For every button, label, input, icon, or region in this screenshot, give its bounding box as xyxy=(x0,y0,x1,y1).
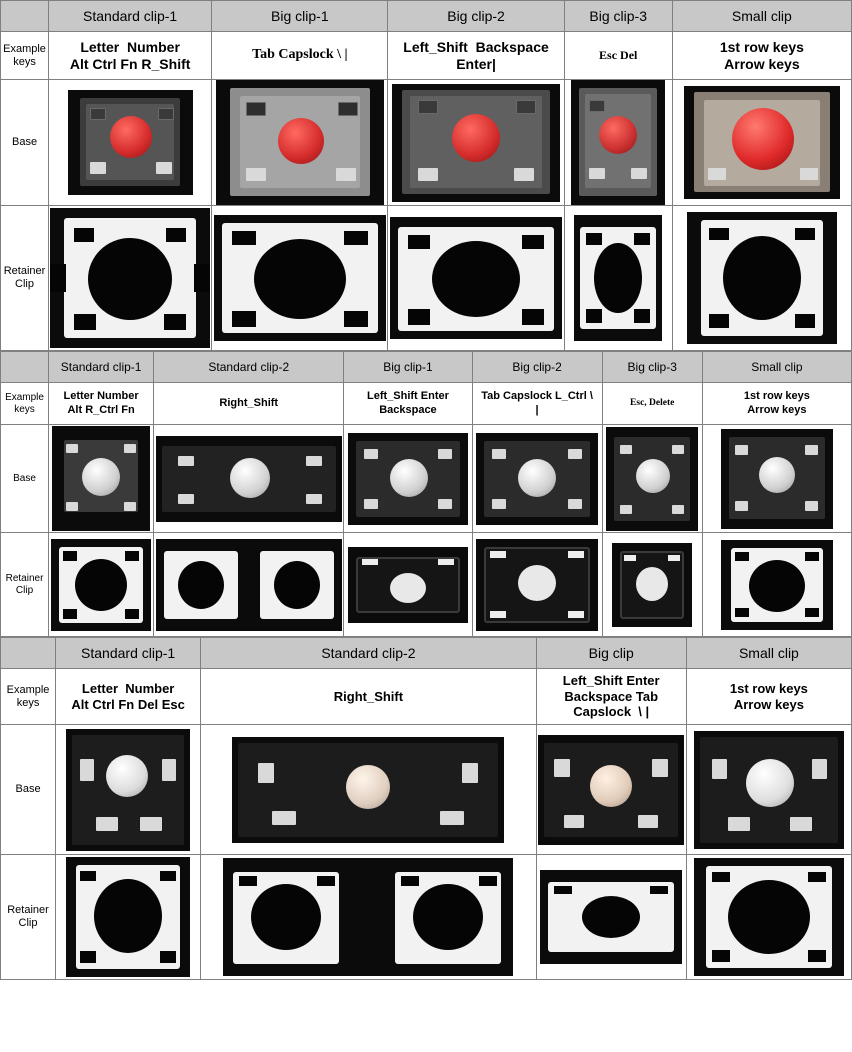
example-keys-small-clip: 1st row keys Arrow keys xyxy=(672,32,851,80)
example-keys-small-clip: 1st row keys Arrow keys xyxy=(702,383,851,425)
row-label-example-keys: Example keys xyxy=(1,32,49,80)
example-keys-standard-clip-2: Right_Shift xyxy=(154,383,344,425)
base-photo-big-clip-3 xyxy=(564,80,672,206)
retainer-photo-big-clip-2 xyxy=(472,533,602,637)
table-row xyxy=(1,383,852,425)
retainer-photo-standard-clip-2 xyxy=(154,533,344,637)
base-photo-standard-clip-2 xyxy=(154,425,344,533)
table-row xyxy=(1,80,852,206)
table-row xyxy=(1,533,852,637)
header-small-clip: Small clip xyxy=(686,638,851,669)
header-big-clip-1: Big clip-1 xyxy=(344,352,472,383)
clip-table-block-1 xyxy=(0,0,852,351)
retainer-photo-big-clip-1 xyxy=(344,533,472,637)
table-row xyxy=(1,206,852,351)
table-row xyxy=(1,669,852,725)
header-big-clip-3: Big clip-3 xyxy=(564,1,672,32)
row-label-example-keys: Example keys xyxy=(1,669,56,725)
retainer-photo-small-clip xyxy=(686,855,851,980)
base-photo-big-clip xyxy=(536,725,686,855)
base-photo-big-clip-2 xyxy=(472,425,602,533)
base-photo-small-clip xyxy=(686,725,851,855)
clip-table-block-2 xyxy=(0,351,852,637)
table-header-row xyxy=(1,352,852,383)
example-keys-big-clip-2: Left_Shift Backspace Enter| xyxy=(388,32,564,80)
example-keys-big-clip-3: Esc Del xyxy=(564,32,672,80)
table-header-row xyxy=(1,1,852,32)
header-standard-clip-2: Standard clip-2 xyxy=(154,352,344,383)
example-keys-standard-clip-1: Letter Number Alt R_Ctrl Fn xyxy=(49,383,154,425)
header-empty-corner xyxy=(1,1,49,32)
retainer-photo-standard-clip-1 xyxy=(56,855,201,980)
row-label-example-keys: Example keys xyxy=(1,383,49,425)
header-big-clip-3: Big clip-3 xyxy=(602,352,702,383)
header-big-clip-2: Big clip-2 xyxy=(472,352,602,383)
retainer-photo-big-clip-3 xyxy=(602,533,702,637)
header-big-clip-1: Big clip-1 xyxy=(212,1,388,32)
table-row xyxy=(1,725,852,855)
example-keys-standard-clip-1: Letter Number Alt Ctrl Fn R_Shift xyxy=(49,32,212,80)
row-label-base: Base xyxy=(1,80,49,206)
header-empty-corner xyxy=(1,638,56,669)
base-photo-big-clip-1 xyxy=(344,425,472,533)
base-photo-small-clip xyxy=(672,80,851,206)
row-label-base: Base xyxy=(1,425,49,533)
table-header-row xyxy=(1,638,852,669)
row-label-base: Base xyxy=(1,725,56,855)
retainer-photo-standard-clip-2 xyxy=(201,855,536,980)
retainer-photo-standard-clip-1 xyxy=(49,206,212,351)
retainer-photo-standard-clip-1 xyxy=(49,533,154,637)
row-label-retainer-clip: Retainer Clip xyxy=(1,533,49,637)
row-label-retainer-clip: Retainer Clip xyxy=(1,855,56,980)
header-small-clip: Small clip xyxy=(672,1,851,32)
retainer-photo-big-clip xyxy=(536,855,686,980)
base-photo-standard-clip-2 xyxy=(201,725,536,855)
header-standard-clip-1: Standard clip-1 xyxy=(56,638,201,669)
clip-table-block-3 xyxy=(0,637,852,980)
table-row xyxy=(1,855,852,980)
header-big-clip-2: Big clip-2 xyxy=(388,1,564,32)
retainer-photo-small-clip xyxy=(672,206,851,351)
example-keys-big-clip-3: Esc, Delete xyxy=(602,383,702,425)
base-photo-big-clip-3 xyxy=(602,425,702,533)
header-standard-clip-1: Standard clip-1 xyxy=(49,1,212,32)
example-keys-big-clip-1: Left_Shift Enter Backspace xyxy=(344,383,472,425)
header-empty-corner xyxy=(1,352,49,383)
retainer-photo-big-clip-2 xyxy=(388,206,564,351)
header-standard-clip-1: Standard clip-1 xyxy=(49,352,154,383)
example-keys-big-clip-2: Tab Capslock L_Ctrl \ | xyxy=(472,383,602,425)
header-big-clip: Big clip xyxy=(536,638,686,669)
base-photo-standard-clip-1 xyxy=(49,425,154,533)
retainer-photo-small-clip xyxy=(702,533,851,637)
example-keys-small-clip: 1st row keys Arrow keys xyxy=(686,669,851,725)
row-label-retainer-clip: Retainer Clip xyxy=(1,206,49,351)
base-photo-big-clip-1 xyxy=(212,80,388,206)
example-keys-big-clip: Left_Shift Enter Backspace Tab Capslock \ | xyxy=(536,669,686,725)
retainer-photo-big-clip-3 xyxy=(564,206,672,351)
table-row xyxy=(1,425,852,533)
example-keys-standard-clip-2: Right_Shift xyxy=(201,669,536,725)
header-small-clip: Small clip xyxy=(702,352,851,383)
example-keys-big-clip-1: Tab Capslock \ | xyxy=(212,32,388,80)
base-photo-big-clip-2 xyxy=(388,80,564,206)
base-photo-standard-clip-1 xyxy=(49,80,212,206)
table-row xyxy=(1,32,852,80)
example-keys-standard-clip-1: Letter Number Alt Ctrl Fn Del Esc xyxy=(56,669,201,725)
base-photo-standard-clip-1 xyxy=(56,725,201,855)
header-standard-clip-2: Standard clip-2 xyxy=(201,638,536,669)
base-photo-small-clip xyxy=(702,425,851,533)
retainer-photo-big-clip-1 xyxy=(212,206,388,351)
